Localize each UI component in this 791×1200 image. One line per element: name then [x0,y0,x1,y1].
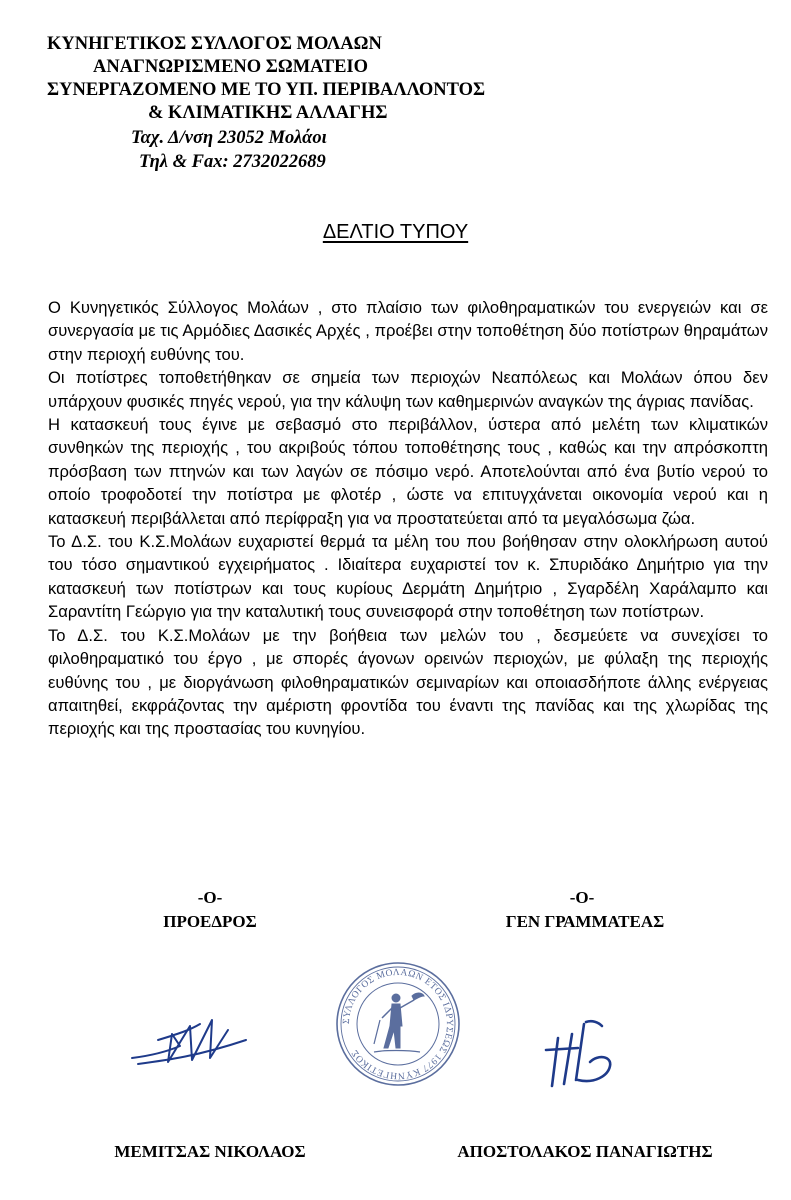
phone-fax: Τηλ & Fax: 2732022689 [139,152,326,172]
paragraph: Το Δ.Σ. του Κ.Σ.Μολάων με την βοήθεια των μελών του , δεσμεύετε να συνεχίσει το φιλοθηραματικό του έργο , με σπορές άγονων ορεινών περιοχών, με φύλαξη της περιοχής ευθύνης του , με διοργάνωση φιλοθηραματικών σεμιναρίων και οποιασδήποτε άλλης ενέργειας απαιτηθεί, εκφράζοντας την αμέριστη φροντίδα του έναντι της πανίδας και της χλωρίδας της περιοχής και της προστασίας του κυνηγίου. [48,625,768,739]
association-seal [334,960,462,1088]
paragraph: Οι ποτίστρες τοποθετήθηκαν σε σημεία των περιοχών Νεαπόλεως και Μολάων όπου δεν υπάρχουν φυσικές πηγές νερού, για την κάλυψη των καθημερινών αναγκών της άγριας πανίδας. [48,368,768,411]
org-cooperation: ΣΥΝΕΡΓΑΖΟΜΕΝΟ ΜΕ ΤΟ ΥΠ. ΠΕΡΙΒΑΛΛΟΝΤΟΣ [47,80,486,100]
press-release-body [48,296,768,741]
document-title: ΔΕΛΤΙΟ ΤΥΠΟΥ [322,221,469,243]
paragraph: Ο Κυνηγετικός Σύλλογος Μολάων , στο πλαίσιο των φιλοθηραματικών του ενεργειών και σε συνεργασία με τις Αρμόδιες Δασικές Αρχές , προέβει στην τοποθέτηση δύο ποτίστρων θηραμάτων στην περιοχή ευθύνης του. [48,298,768,364]
secretary-signature [532,1010,622,1090]
president-name: ΜΕΜΙΤΣΑΣ ΝΙΚΟΛΑΟΣ [114,1142,306,1161]
paragraph: Το Δ.Σ. του Κ.Σ.Μολάων ευχαριστεί θερμά τα μέλη του που βοήθησαν στην ολοκλήρωση αυτού του τόσο σημαντικού εγχειρήματος . Ιδιαίτερα ευχαριστεί τον κ. Σπυριδάκο Δημήτριο για την κατασκευή των ποτίστρων και τους κυρίους Δερμάτη Δημήτριο , Σγαρδέλη Χαράλαμπο και Σαραντίτη Γεώργιο για την καταλυτική τους συνεισφορά στην τοποθέτηση των ποτίστρων. [48,532,768,622]
left-signature-mark: -Ο- [197,888,223,907]
org-name: ΚΥΝΗΓΕΤΙΚΟΣ ΣΥΛΛΟΓΟΣ ΜΟΛΑΩΝ [47,34,382,54]
president-title: ΠΡΟΕΔΡΟΣ [163,912,257,931]
seal-ring-text: ΣΥΛΛΟΓΟΣ ΜΟΛΑΩΝ ΕΤΟΣ ΙΔΡΥΣΕΩΣ 1977 ΚΥΝΗΓΕΤΙΚΟΣ [341,967,455,1081]
right-signature-mark: -Ο- [569,888,595,907]
postal-address: Ταχ. Δ/νση 23052 Μολάοι [131,128,327,148]
secretary-title: ΓΕΝ ΓΡΑΜΜΑΤΕΑΣ [505,912,665,931]
secretary-name: ΑΠΟΣΤΟΛΑΚΟΣ ΠΑΝΑΓΙΩΤΗΣ [457,1142,713,1161]
paragraph: Η κατασκευή τους έγινε με σεβασμό στο περιβάλλον, ύστερα από μελέτη των κλιματικών συνθηκών της περιοχής , του ακριβούς τόπου τοποθέτησης τους , καθώς και την απρόσκοπτη πρόσβαση των πτηνών και των λαγών σε πόσιμο νερό. Αποτελούνται από ένα βυτίο νερού το οποίο τροφοδοτεί την ποτίστρα με φλοτέρ , ώστε να επιτυγχάνεται οικονομία νερού και η κατασκευή περιβάλλεται από περίφραξη για να προστατεύεται από τα μεγαλόσωμα ζώα. [48,415,768,528]
org-status: ΑΝΑΓΝΩΡΙΣΜΕΝΟ ΣΩΜΑΤΕΙΟ [93,57,368,77]
org-cooperation-cont: & ΚΛΙΜΑΤΙΚΗΣ ΑΛΛΑΓΗΣ [148,103,388,123]
president-signature [128,1000,258,1080]
